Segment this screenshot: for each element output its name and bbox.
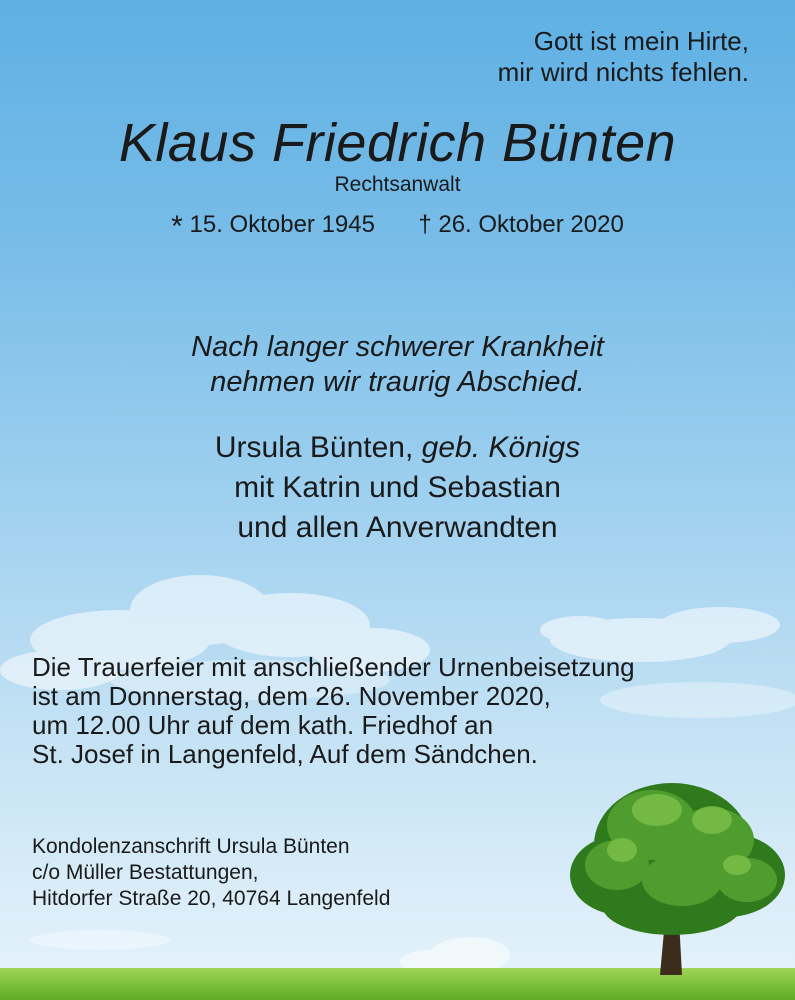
condolence-line-1: Kondolenzanschrift Ursula Bünten <box>32 835 350 858</box>
farewell-line-1: Nach langer schwerer Krankheit <box>191 331 604 363</box>
mourners-line-1 <box>0 428 795 468</box>
ceremony-line-3: um 12.00 Uhr auf dem kath. Friedhof an <box>32 710 494 740</box>
motto-line-1: Gott ist mein Hirte, <box>533 26 749 56</box>
motto-line-2: mir wird nichts fehlen. <box>497 57 749 87</box>
mourners <box>0 428 795 548</box>
ceremony-info <box>32 653 635 769</box>
ceremony-line-1: Die Trauerfeier mit anschließender Urnenbeisetzung <box>32 652 635 682</box>
birth-symbol: * <box>171 210 183 243</box>
mourners-line-3: und allen Anverwandten <box>237 511 558 544</box>
motto <box>329 26 749 88</box>
ceremony-line-2: ist am Donnerstag, dem 26. November 2020, <box>32 681 551 711</box>
condolence-line-2: c/o Müller Bestattungen, <box>32 861 259 884</box>
birth-date: 15. Oktober 1945 <box>189 211 375 238</box>
condolence-address <box>32 834 390 912</box>
condolence-line-3: Hitdorfer Straße 20, 40764 Langenfeld <box>32 887 391 910</box>
life-dates <box>0 210 795 244</box>
mourners-line-2: mit Katrin und Sebastian <box>234 471 561 504</box>
farewell-line-2: nehmen wir traurig Abschied. <box>210 366 585 398</box>
ceremony-line-4: St. Josef in Langenfeld, Auf dem Sändchen. <box>32 739 538 769</box>
deceased-profession: Rechtsanwalt <box>334 173 461 196</box>
death-date: 26. Oktober 2020 <box>438 211 624 238</box>
maiden-name: geb. Königs <box>421 431 581 464</box>
death-symbol: † <box>418 211 432 238</box>
mourner-name: Ursula Bünten, <box>214 431 414 464</box>
farewell-text <box>0 330 795 400</box>
deceased-name: Klaus Friedrich Bünten <box>118 113 677 173</box>
tree-image <box>562 770 795 975</box>
